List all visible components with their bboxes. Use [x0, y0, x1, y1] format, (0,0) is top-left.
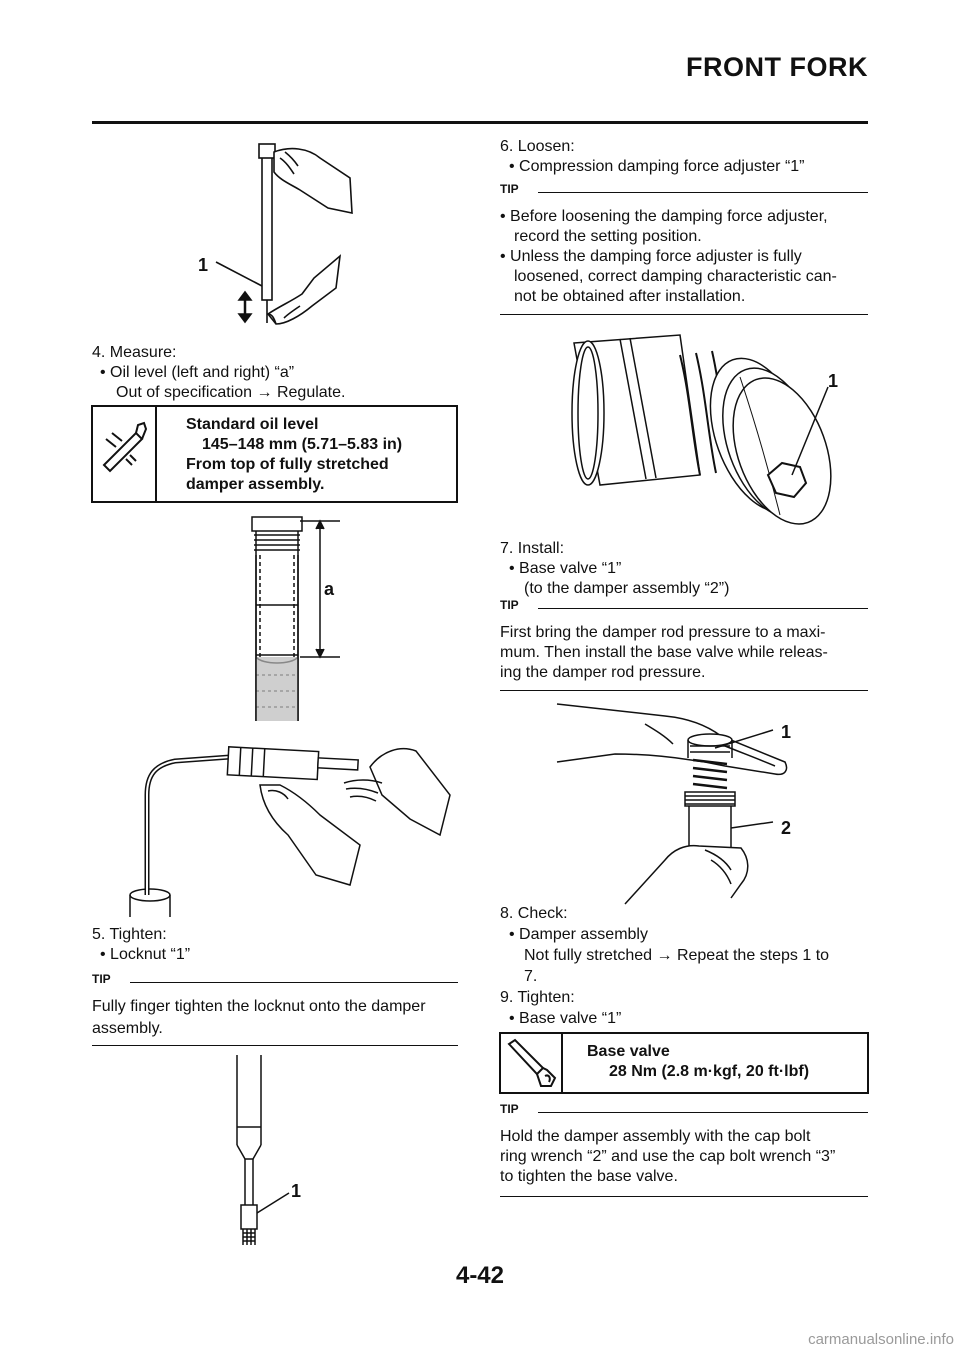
tip2-line-2: record the setting position. — [514, 228, 702, 245]
step7-bullet: • Base valve “1” — [509, 560, 622, 577]
fig1-callout-1: 1 — [198, 255, 209, 275]
tip1-end-rule — [92, 1045, 458, 1046]
spec2-line-1: Base valve — [587, 1043, 670, 1060]
spec-box-base-valve-torque — [499, 1032, 869, 1094]
spec1-line-3: From top of fully stretched — [186, 456, 389, 473]
tip1-label: TIP — [92, 972, 111, 986]
tip4-line-2: ring wrench “2” and use the cap bolt wrench “3” — [500, 1148, 836, 1165]
step8-sub-2: 7. — [524, 968, 538, 985]
tip2-line-1: • Before loosening the damping force adjuster, — [500, 208, 828, 225]
figure-install-base-valve — [555, 700, 815, 905]
step7-heading: 7. Install: — [500, 540, 565, 557]
figure-compression-adjuster — [560, 325, 850, 525]
figure-oil-syringe — [120, 735, 460, 920]
tip2-rule — [538, 192, 868, 193]
page-number: 4-42 — [455, 1262, 505, 1289]
tip4-rule — [538, 1112, 868, 1113]
step4-sub: Out of specification → Regulate. — [116, 384, 346, 401]
tip4-header — [500, 1102, 868, 1118]
spec2-line-2: 28 Nm (2.8 m·kgf, 20 ft·lbf) — [609, 1063, 810, 1080]
tip1-rule — [130, 982, 458, 983]
tip1-header — [92, 972, 458, 988]
fig6-callout-2: 2 — [781, 818, 792, 838]
step6-bullet: • Compression damping force adjuster “1” — [509, 158, 805, 175]
spec-box-oil-level — [91, 405, 458, 503]
step6-heading: 6. Loosen: — [500, 138, 575, 155]
tip3-line-1: First bring the damper rod pressure to a maxi- — [500, 624, 826, 641]
figure-locknut — [225, 1055, 325, 1250]
fig6-callout-1: 1 — [781, 722, 792, 742]
figure-damper-oil-level — [230, 515, 370, 725]
step9-bullet: • Base valve “1” — [509, 1010, 622, 1027]
tip4-line-1: Hold the damper assembly with the cap bolt — [500, 1128, 811, 1145]
tip3-line-3: ing the damper rod pressure. — [500, 664, 706, 681]
step4-bullet: • Oil level (left and right) “a” — [100, 364, 295, 381]
tip2-label: TIP — [500, 182, 519, 196]
step4-heading: 4. Measure: — [92, 344, 177, 361]
tip3-end-rule — [500, 690, 868, 691]
spec1-line-1: Standard oil level — [186, 416, 319, 433]
step7-sub: (to the damper assembly “2”) — [524, 580, 730, 597]
spec1-line-4: damper assembly. — [186, 476, 325, 493]
spec-icon-cell — [93, 407, 157, 501]
tip3-rule — [538, 608, 868, 609]
step8-sub-1: Not fully stretched → Repeat the steps 1 to — [524, 947, 830, 964]
watermark: carmanualsonline.info — [808, 1331, 954, 1348]
step5-heading: 5. Tighten: — [92, 926, 167, 943]
tip1-line-1: Fully finger tighten the locknut onto the damper — [92, 998, 426, 1015]
page-header-title: FRONT FORK — [686, 52, 868, 82]
header-rule — [92, 121, 868, 124]
tip2-line-4: loosened, correct damping characteristic can- — [514, 268, 837, 285]
tip2-line-3: • Unless the damping force adjuster is fully — [500, 248, 802, 265]
fig5-callout-1: 1 — [828, 371, 839, 391]
fig4-callout-1: 1 — [291, 1181, 302, 1201]
fig2-callout-a: a — [324, 579, 335, 599]
step8-heading: 8. Check: — [500, 905, 568, 922]
tip4-label: TIP — [500, 1102, 519, 1116]
spec1-line-2: 145–148 mm (5.71–5.83 in) — [202, 436, 403, 453]
step5-bullet: • Locknut “1” — [100, 946, 191, 963]
tip4-end-rule — [500, 1196, 868, 1197]
torque-wrench-icon — [503, 1036, 559, 1092]
tip1-line-2: assembly. — [92, 1020, 163, 1037]
tip3-label: TIP — [500, 598, 519, 612]
caliper-icon — [96, 417, 154, 477]
tip2-end-rule — [500, 314, 868, 315]
step8-bullet: • Damper assembly — [509, 926, 648, 943]
step9-heading: 9. Tighten: — [500, 989, 575, 1006]
tip3-header — [500, 598, 868, 614]
tip2-line-5: not be obtained after installation. — [514, 288, 746, 305]
tip3-line-2: mum. Then install the base valve while releas- — [500, 644, 828, 661]
spec2-icon-cell — [501, 1034, 563, 1092]
tip4-line-3: to tighten the base valve. — [500, 1168, 678, 1185]
figure-oil-level-gauge — [190, 138, 370, 338]
tip2-header — [500, 182, 868, 198]
